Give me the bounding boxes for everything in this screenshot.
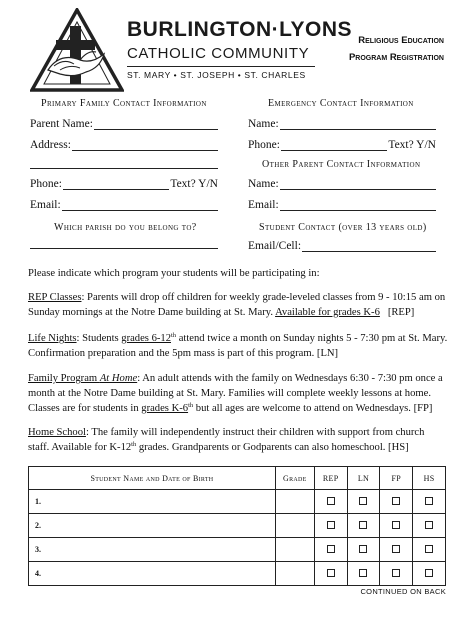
col-hs: HS bbox=[413, 467, 446, 490]
student-contact-heading: Student Contact (over 13 years old) bbox=[259, 222, 427, 233]
hs-checkbox[interactable] bbox=[413, 490, 446, 514]
address-label: Address: bbox=[30, 139, 71, 151]
col-ln: LN bbox=[347, 467, 380, 490]
program-fp-text: : An adult attends with the family on Wednesdays 6:30 - 7:30 pm once a month at the Notre Dame building at St. Mary. Families will complete weekly lessons at home. Classes are for students in bbox=[28, 373, 443, 414]
parish-logo bbox=[30, 8, 124, 92]
table-row bbox=[29, 514, 446, 538]
emergency-contact-heading: Emergency Contact Information bbox=[268, 98, 414, 109]
student-name-cell[interactable]: 3. bbox=[29, 538, 276, 562]
other-parent-name-line[interactable] bbox=[280, 179, 436, 190]
other-parent-name-label: Name: bbox=[248, 178, 279, 190]
program-rep-text: : Parents will drop off children for weekly grade-leveled classes from 9 - 10:15 am on Sunday mornings at the Notre Dame building at St. Mary. bbox=[28, 292, 446, 318]
parish-answer-line[interactable] bbox=[30, 248, 218, 249]
emergency-phone-field[interactable] bbox=[248, 139, 436, 151]
table-header-row bbox=[29, 467, 446, 490]
program-ln-label: Life Nights bbox=[28, 333, 77, 344]
program-rep-label: REP Classes bbox=[28, 292, 82, 303]
program-fp-label-text: Family Program bbox=[28, 373, 100, 384]
hs-checkbox[interactable] bbox=[413, 562, 446, 586]
program-rep-code: [REP] bbox=[379, 307, 415, 318]
student-email-cell-line[interactable] bbox=[302, 241, 436, 252]
fp-checkbox[interactable] bbox=[380, 490, 413, 514]
fp-checkbox[interactable] bbox=[380, 538, 413, 562]
col-student-name: Student Name and Date of Birth bbox=[29, 467, 276, 490]
table-row bbox=[29, 490, 446, 514]
ln-checkbox[interactable] bbox=[347, 562, 380, 586]
grade-cell[interactable] bbox=[275, 514, 314, 538]
address-field[interactable] bbox=[30, 139, 218, 151]
parent-name-label: Parent Name: bbox=[30, 118, 93, 130]
ln-checkbox[interactable] bbox=[347, 490, 380, 514]
program-fp-grades: grades K-6 bbox=[141, 403, 189, 414]
rep-checkbox[interactable] bbox=[314, 490, 347, 514]
program-hs-text2: grades. Grandparents or Godparents can also homeschool. [HS] bbox=[136, 442, 409, 453]
parish-list: ST. MARY • ST. JOSEPH • ST. CHARLES bbox=[127, 70, 306, 80]
program-ln-text2: attend twice a month on Sunday nights 5 - 7:30 pm at St. Mary. Confirmation preparation and the 5pm mass is part of this program. [LN] bbox=[28, 333, 448, 359]
emergency-name-field[interactable] bbox=[248, 118, 436, 130]
table-row bbox=[29, 538, 446, 562]
program-life-nights bbox=[28, 331, 448, 361]
student-name-cell[interactable]: 1. bbox=[29, 490, 276, 514]
col-fp: FP bbox=[380, 467, 413, 490]
other-parent-name-field[interactable] bbox=[248, 178, 436, 190]
student-table bbox=[28, 466, 446, 586]
program-hs-label: Home School bbox=[28, 427, 86, 438]
program-family bbox=[28, 371, 448, 416]
program-ln-sup: th bbox=[171, 332, 177, 339]
emergency-name-line[interactable] bbox=[280, 119, 436, 130]
rep-checkbox[interactable] bbox=[314, 514, 347, 538]
program-fp-text2: but all ages are welcome to attend on Wednesdays. [FP] bbox=[193, 403, 433, 414]
grade-cell[interactable] bbox=[275, 538, 314, 562]
col-rep: REP bbox=[314, 467, 347, 490]
org-subtitle: CATHOLIC COMMUNITY bbox=[127, 45, 310, 62]
other-parent-heading: Other Parent Contact Information bbox=[262, 159, 421, 170]
grade-cell[interactable] bbox=[275, 490, 314, 514]
emergency-name-label: Name: bbox=[248, 118, 279, 130]
table-row bbox=[29, 562, 446, 586]
program-rep bbox=[28, 290, 448, 320]
primary-text-yn[interactable]: Text? Y/N bbox=[170, 178, 218, 190]
address-line-2[interactable] bbox=[30, 168, 218, 169]
other-parent-email-line[interactable] bbox=[280, 200, 436, 211]
student-name-cell[interactable]: 2. bbox=[29, 514, 276, 538]
fp-checkbox[interactable] bbox=[380, 514, 413, 538]
student-email-cell-field[interactable] bbox=[248, 240, 436, 252]
rep-checkbox[interactable] bbox=[314, 538, 347, 562]
col-grade: Grade bbox=[275, 467, 314, 490]
program-fp-label-italic: At Home bbox=[99, 373, 138, 384]
emergency-phone-label: Phone: bbox=[248, 139, 280, 151]
parent-name-field[interactable] bbox=[30, 118, 218, 130]
form-title-line1: Religious Education bbox=[358, 35, 444, 46]
ln-checkbox[interactable] bbox=[347, 538, 380, 562]
primary-email-label: Email: bbox=[30, 199, 61, 211]
student-name-cell[interactable]: 4. bbox=[29, 562, 276, 586]
program-intro: Please indicate which program your students will be participating in: bbox=[28, 268, 320, 279]
emergency-text-yn[interactable]: Text? Y/N bbox=[388, 139, 436, 151]
org-name: BURLINGTON·LYONS bbox=[127, 18, 353, 41]
other-parent-email-field[interactable] bbox=[248, 199, 436, 211]
other-parent-email-label: Email: bbox=[248, 199, 279, 211]
ln-checkbox[interactable] bbox=[347, 514, 380, 538]
fp-checkbox[interactable] bbox=[380, 562, 413, 586]
primary-email-field[interactable] bbox=[30, 199, 218, 211]
emergency-phone-line[interactable] bbox=[281, 140, 387, 151]
program-hs-sup: th bbox=[131, 441, 137, 448]
continued-on-back: CONTINUED ON BACK bbox=[360, 587, 446, 596]
hs-checkbox[interactable] bbox=[413, 538, 446, 562]
primary-phone-line[interactable] bbox=[63, 179, 169, 190]
address-line[interactable] bbox=[72, 140, 218, 151]
program-ln-text: : Students bbox=[76, 333, 122, 344]
primary-contact-heading: Primary Family Contact Information bbox=[41, 98, 207, 109]
grade-cell[interactable] bbox=[275, 562, 314, 586]
rep-checkbox[interactable] bbox=[314, 562, 347, 586]
program-rep-grades: Available for grades K-6 bbox=[275, 307, 380, 318]
parent-name-line[interactable] bbox=[94, 119, 218, 130]
program-fp-label bbox=[28, 373, 137, 384]
primary-phone-field[interactable] bbox=[30, 178, 218, 190]
program-ln-grades: grades 6-12 bbox=[121, 333, 171, 344]
program-hs-text: : The family will independently instruct their children with support from church staff. Available for K-12 bbox=[28, 427, 425, 453]
primary-email-line[interactable] bbox=[62, 200, 218, 211]
student-email-cell-label: Email/Cell: bbox=[248, 240, 302, 252]
parish-question: Which parish do you belong to? bbox=[54, 222, 197, 233]
program-fp-sup: th bbox=[188, 402, 194, 409]
program-home-school bbox=[28, 425, 448, 455]
primary-phone-label: Phone: bbox=[30, 178, 62, 190]
hs-checkbox[interactable] bbox=[413, 514, 446, 538]
form-title-line2: Program Registration bbox=[348, 52, 444, 63]
header-divider bbox=[127, 66, 315, 67]
